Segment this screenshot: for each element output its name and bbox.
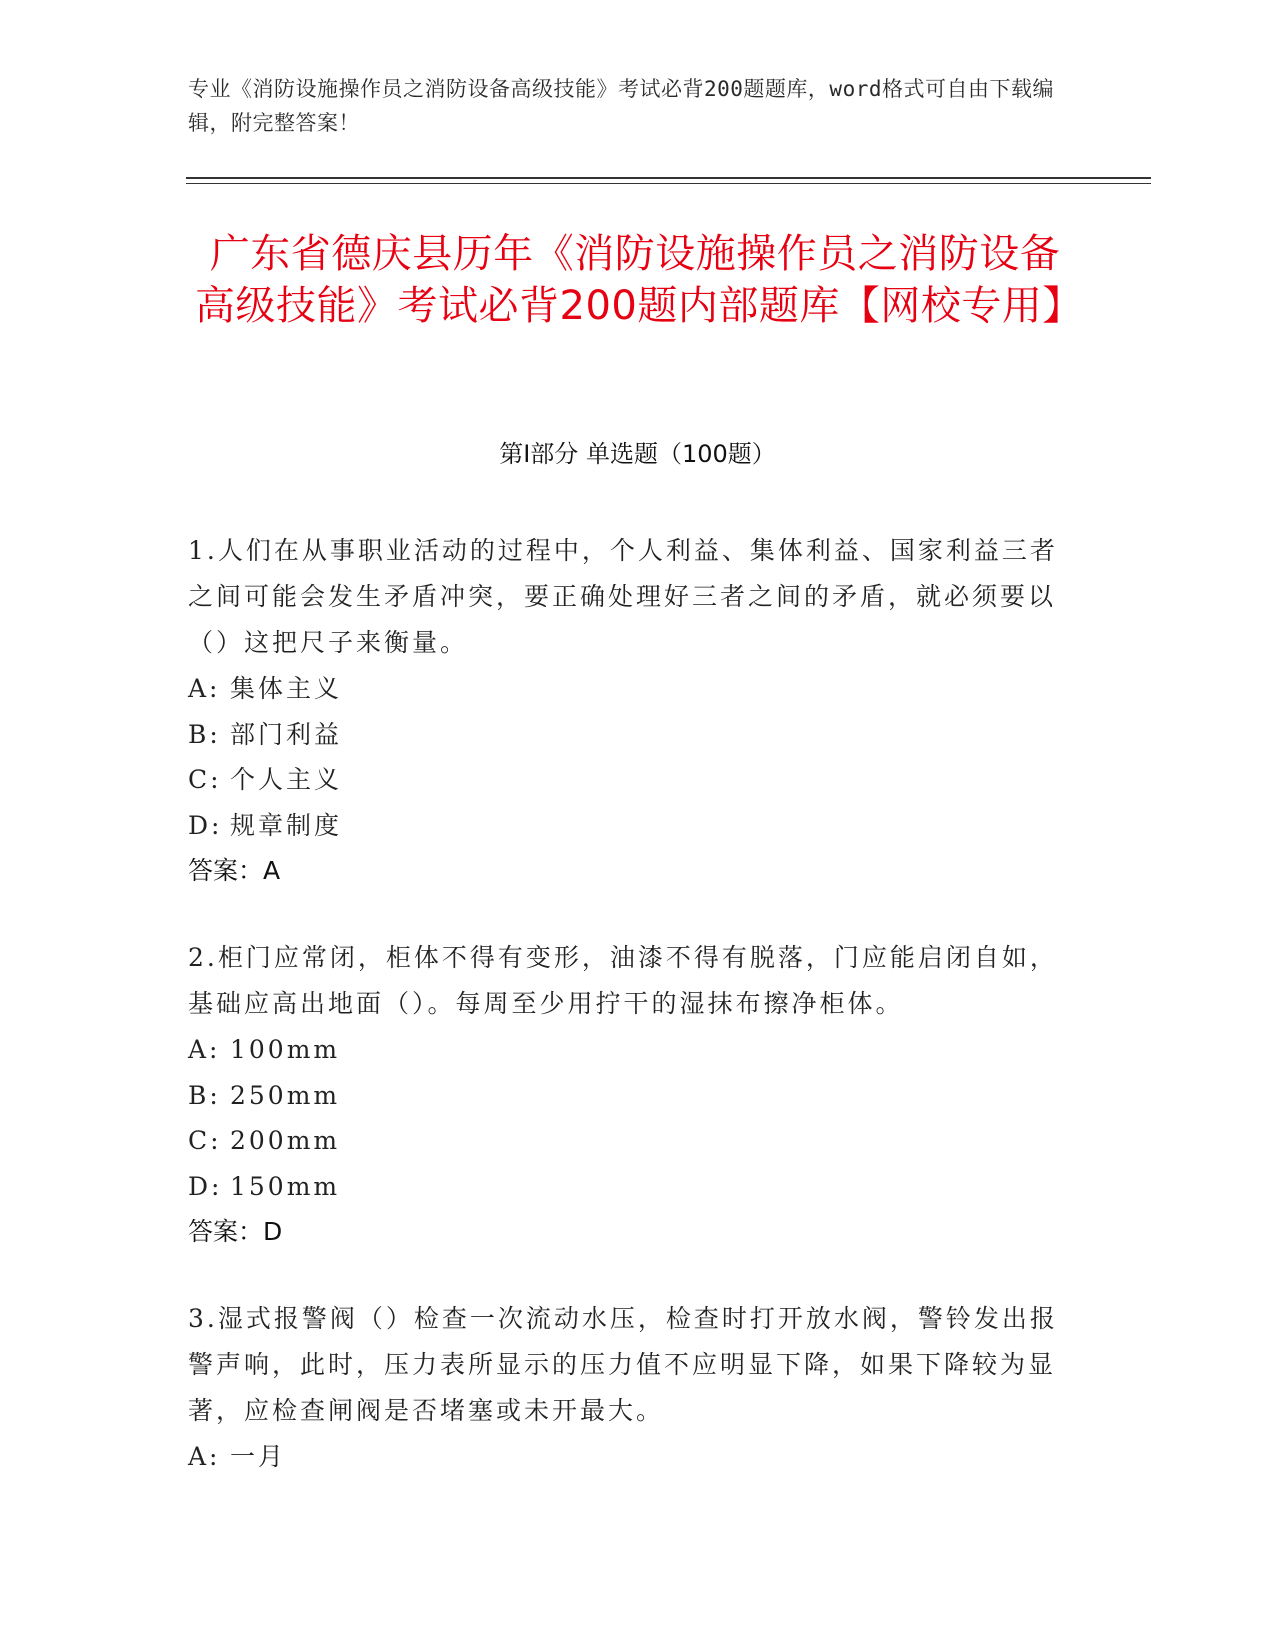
option-a: [188, 666, 1058, 712]
header-divider-thin: [186, 183, 1151, 184]
option-key: A:: [188, 1442, 221, 1471]
option-key: B:: [188, 719, 221, 749]
option-d: [188, 1164, 1058, 1210]
option-text: 250mm: [230, 1080, 341, 1110]
answer-line: 答案：D: [188, 1217, 283, 1246]
question-list: [188, 528, 1058, 1522]
question-3: [188, 1296, 1058, 1480]
option-text: 200mm: [230, 1126, 341, 1155]
answer-line: 答案：A: [188, 856, 281, 885]
option-key: D:: [188, 1171, 223, 1201]
header-divider-thick: [186, 177, 1151, 179]
option-d: [188, 803, 1058, 849]
document-title: 广东省德庆县历年《消防设施操作员之消防设备高级技能》考试必背200题内部题库【网校专用】: [195, 231, 1083, 329]
option-text: 集体主义: [230, 674, 343, 703]
option-c: [188, 1118, 1058, 1164]
option-a: [188, 1027, 1058, 1073]
question-stem: 3.湿式报警阀（）检查一次流动水压，检查时打开放水阀，警铃发出报警声响，此时，压力表所显示的压力值不应明显下降，如果下降较为显著，应检查闸阀是否堵塞或未开最大。: [188, 1304, 1058, 1425]
option-key: A:: [188, 1035, 221, 1064]
option-key: C:: [188, 1126, 222, 1155]
option-text: 部门利益: [230, 719, 343, 749]
option-text: 规章制度: [230, 810, 343, 840]
header-note: 专业《消防设施操作员之消防设备高级技能》考试必背200题题库，word格式可自由下载编辑，附完整答案！: [188, 77, 1054, 135]
question-stem: 2.柜门应常闭，柜体不得有变形，油漆不得有脱落，门应能启闭自如，基础应高出地面（）。每周至少用拧干的湿抹布擦净柜体。: [188, 943, 1058, 1018]
section-heading: 第I部分 单选题（100题）: [499, 440, 776, 468]
option-text: 一月: [230, 1442, 287, 1471]
option-key: B:: [188, 1080, 221, 1110]
option-key: D:: [188, 810, 223, 840]
option-b: [188, 1073, 1058, 1119]
option-key: C:: [188, 765, 222, 794]
option-text: 150mm: [230, 1171, 341, 1201]
option-text: 个人主义: [230, 765, 343, 794]
option-b: [188, 712, 1058, 758]
option-text: 100mm: [230, 1035, 341, 1064]
option-a: [188, 1434, 1058, 1480]
question-2: [188, 935, 1058, 1254]
option-c: [188, 757, 1058, 803]
question-1: [188, 528, 1058, 893]
question-stem: 1.人们在从事职业活动的过程中，个人利益、集体利益、国家利益三者之间可能会发生矛盾冲突，要正确处理好三者之间的矛盾，就必须要以（）这把尺子来衡量。: [188, 536, 1058, 657]
option-key: A:: [188, 674, 221, 703]
